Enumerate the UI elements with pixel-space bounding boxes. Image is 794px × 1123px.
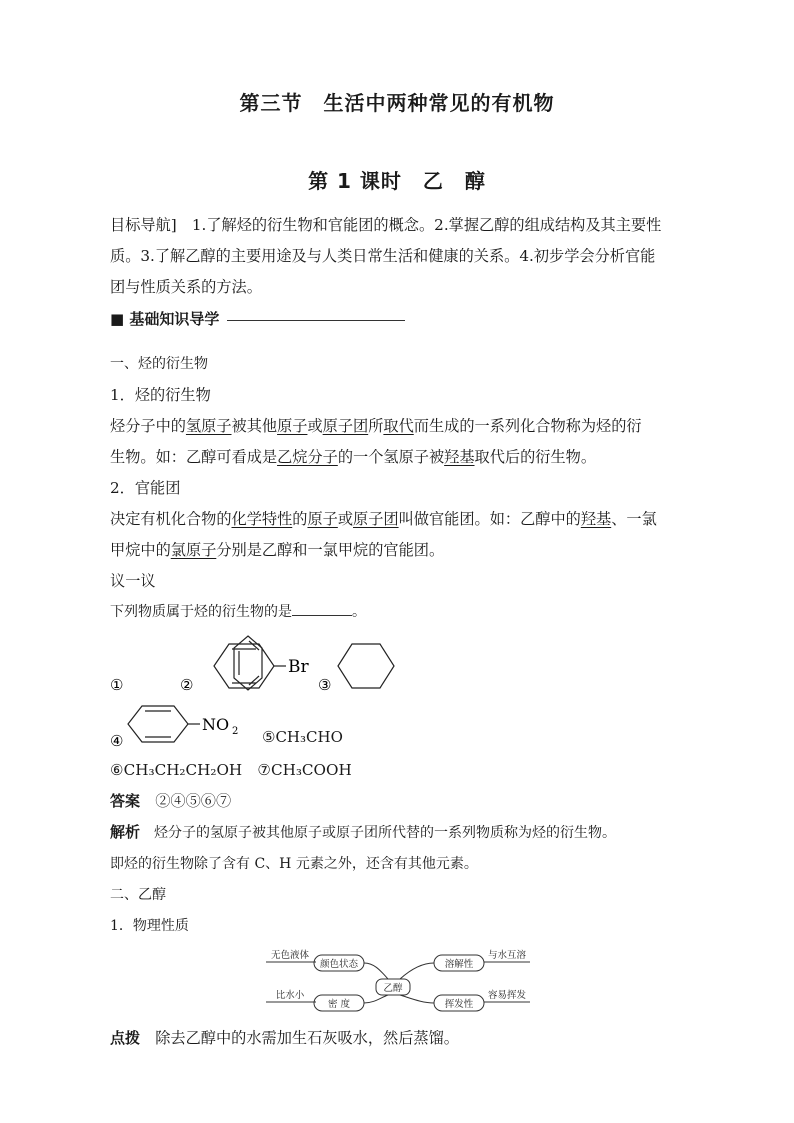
part2-heading: 二、乙醇 xyxy=(110,887,166,903)
square-bullet-icon: ■ xyxy=(110,310,130,328)
map-node-label: 溶解性 xyxy=(444,959,474,970)
fg-line1: 决定有机化合物的化学特性的原子或原子团叫做官能团。如：乙醇中的羟基、一氯 xyxy=(110,510,657,528)
option-6: ⑥CH₃CH₂CH₂OH xyxy=(110,761,243,779)
map-node-label: 颜色状态 xyxy=(319,959,359,970)
heading-rule xyxy=(227,320,405,321)
lesson-title: 第 1 课时 乙 醇 xyxy=(308,169,486,193)
goals-line: 团与性质关系的方法。 xyxy=(110,278,262,296)
options-6-7 xyxy=(110,755,690,786)
section-heading-text: 基础知识导学 xyxy=(129,310,220,328)
answer-blank xyxy=(292,601,352,616)
structures-row1 xyxy=(108,632,428,694)
option-1-label: ① xyxy=(110,676,124,694)
map-link xyxy=(364,963,388,979)
structures-row2 xyxy=(108,700,268,752)
map-link xyxy=(400,963,434,979)
cyclohexane-structure xyxy=(338,644,394,688)
tip-line: 点拨 除去乙醇中的水需加生石灰吸水，然后蒸馏。 xyxy=(110,1029,459,1047)
option-4-label: ④ xyxy=(110,732,124,750)
map-value-label: 容易挥发 xyxy=(487,990,527,1001)
nitro-group: NO xyxy=(202,715,230,734)
bromo-group: Br xyxy=(288,657,309,677)
map-center-label: 乙醇 xyxy=(383,983,403,994)
bromobenzene-structure xyxy=(214,644,286,688)
map-node-label: 密 度 xyxy=(327,999,351,1010)
analysis-line2: 即烃的衍生物除了含有 C、H 元素之外，还含有其他元素。 xyxy=(110,856,478,872)
part1-sub1: 1．烃的衍生物 xyxy=(110,386,211,404)
part1-heading: 一、烃的衍生物 xyxy=(110,356,208,372)
discuss-rest xyxy=(110,755,690,942)
map-link xyxy=(364,995,388,1003)
answer-line: 答案 ②④⑤⑥⑦ xyxy=(110,792,232,810)
physical-property-map xyxy=(262,944,534,1020)
nitrobenzene-structure xyxy=(128,706,200,742)
def-line1: 烃分子中的氢原子被其他原子或原子团所取代而生成的一系列化合物称为烃的衍 xyxy=(110,417,642,435)
part1-sub2: 2．官能团 xyxy=(110,479,181,497)
goals-line: 目标导航] 1.了解烃的衍生物和官能团的概念。2.掌握乙醇的组成结构及其主要性 xyxy=(110,216,662,234)
goals xyxy=(110,210,690,303)
map-node-label: 挥发性 xyxy=(444,999,474,1010)
def-line2: 生物。如：乙醇可看成是乙烷分子的一个氢原子被羟基取代后的衍生物。 xyxy=(110,448,596,466)
map-link xyxy=(400,995,434,1003)
analysis-line1: 解析 烃分子的氢原子被其他原子或原子团所代替的一系列物质称为烃的衍生物。 xyxy=(110,823,617,841)
option-3-label: ③ xyxy=(318,676,332,694)
map-value-label: 比水小 xyxy=(275,990,305,1001)
map-value-label: 无色液体 xyxy=(270,950,310,961)
part2-sub1: 1．物理性质 xyxy=(110,918,189,934)
option-5: ⑤CH₃CHO xyxy=(262,728,343,746)
part1 xyxy=(110,349,690,628)
section-heading xyxy=(110,304,690,335)
page-title: 第三节 生活中两种常见的有机物 xyxy=(239,91,555,115)
discuss-question: 下列物质属于烃的衍生物的是 。 xyxy=(110,597,690,628)
option-7: ⑦CH₃COOH xyxy=(257,761,352,779)
option-2-label: ② xyxy=(180,676,194,694)
fg-line2: 甲烷中的氯原子分别是乙醇和一氯甲烷的官能团。 xyxy=(110,541,445,559)
map-value-label: 与水互溶 xyxy=(487,950,527,961)
nitro-subscript: 2 xyxy=(232,726,239,737)
discuss-label: 议一议 xyxy=(110,572,156,590)
goals-line: 质。3.了解乙醇的主要用途及与人类日常生活和健康的关系。4.初步学会分析官能 xyxy=(110,247,656,265)
